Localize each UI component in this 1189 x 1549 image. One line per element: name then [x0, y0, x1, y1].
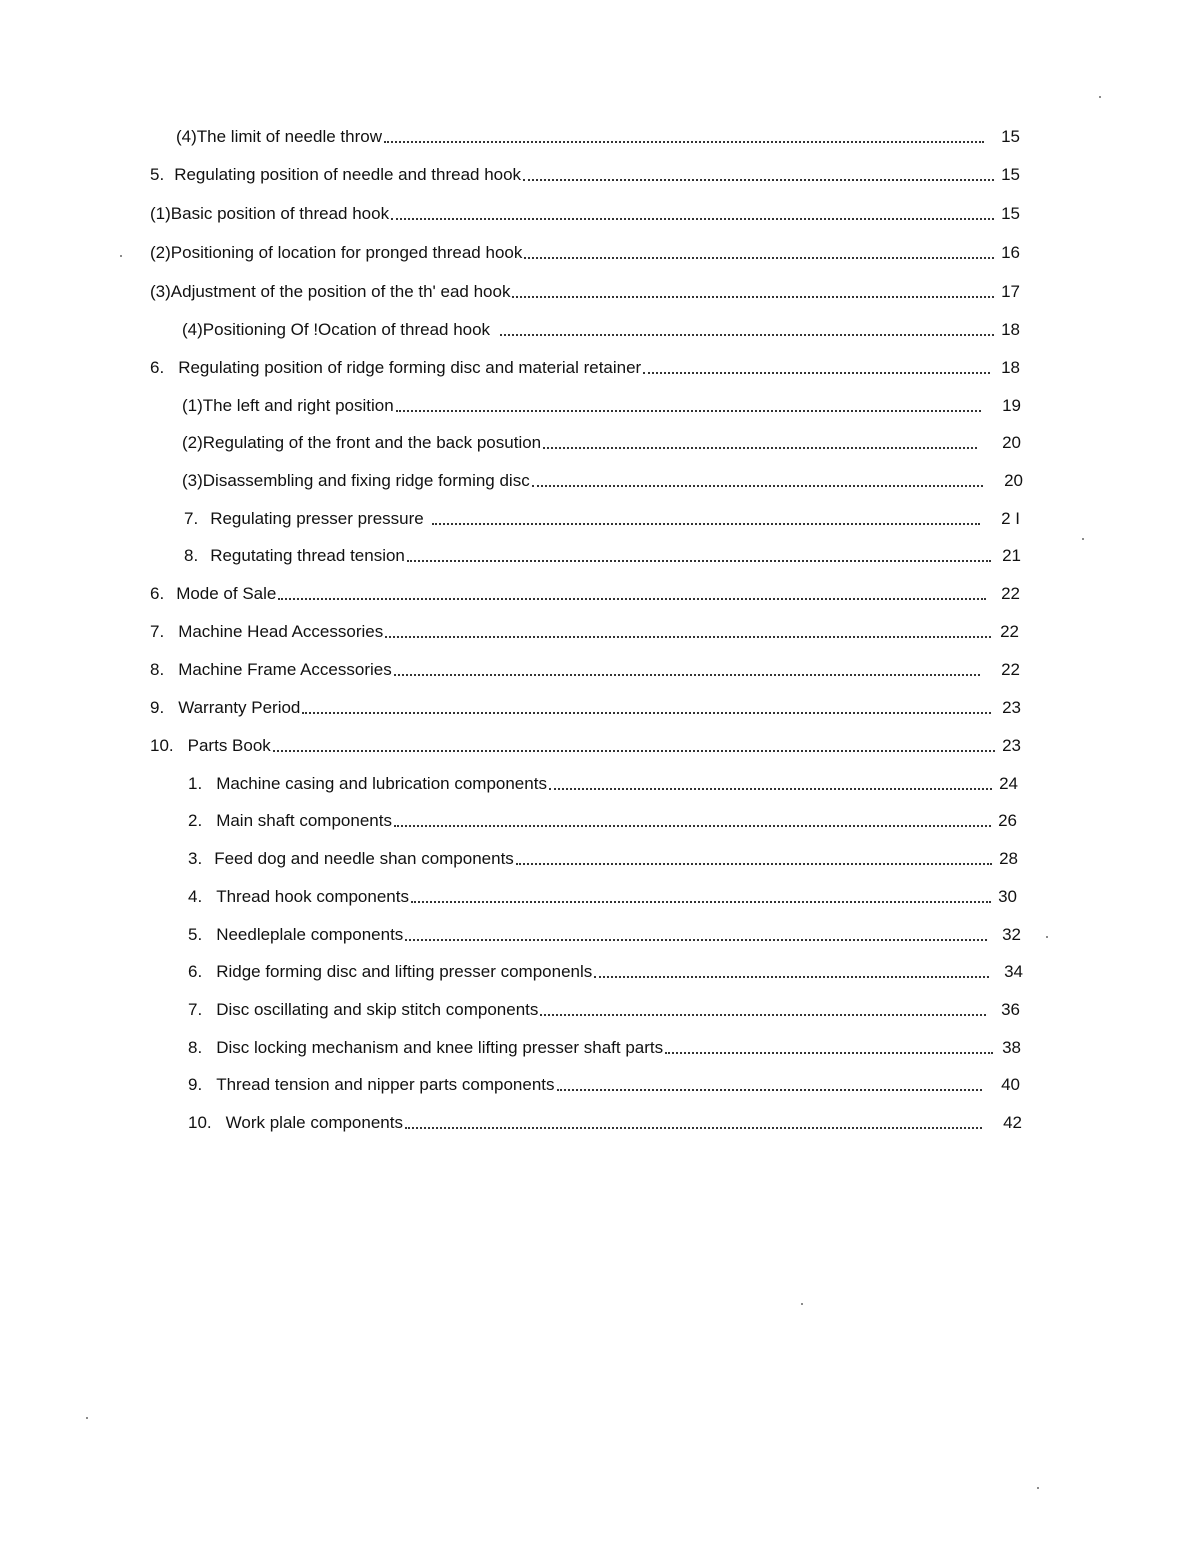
toc-entry-page: 22: [1001, 660, 1020, 679]
dot-leader: [407, 556, 991, 562]
toc-entry: [150, 160, 1020, 186]
toc-entry: [150, 199, 1020, 225]
scan-speck: [1046, 936, 1048, 938]
dot-leader: [512, 292, 994, 298]
dot-leader: [384, 137, 984, 143]
dot-leader: [549, 784, 992, 790]
toc-entry: [182, 466, 1023, 492]
toc-entry-page: 34: [1004, 962, 1023, 981]
toc-entry-title: Machine Frame Accessories: [178, 660, 392, 679]
toc-entry-title: (3)Adjustment of the position of the th' ead hook: [150, 282, 511, 301]
toc-entry: [182, 391, 1021, 417]
toc-entry: [188, 844, 1018, 870]
toc-entry: [150, 277, 1020, 303]
dot-leader: [385, 632, 991, 638]
toc-entry: [188, 1070, 1020, 1096]
dot-leader: [532, 481, 983, 487]
toc-entry-page: 22: [1001, 584, 1020, 603]
toc-entry: [150, 238, 1020, 264]
toc-entry-number: 8.: [188, 1038, 203, 1057]
toc-entry-title: Regulating presser pressure: [210, 509, 424, 528]
scan-speck: [86, 1417, 88, 1419]
toc-entry-page: 26: [998, 811, 1017, 830]
scan-speck: [1099, 96, 1101, 98]
toc-entry-number: 7.: [184, 509, 199, 528]
dot-leader: [500, 330, 994, 336]
toc-entry-number: 5.: [150, 165, 165, 184]
dot-leader: [665, 1048, 993, 1054]
toc-entry-number: 3.: [188, 849, 203, 868]
dot-leader: [524, 253, 994, 259]
dot-leader: [302, 708, 991, 714]
toc-entry-number: 10.: [150, 736, 174, 755]
scan-speck: [801, 1303, 803, 1305]
dot-leader: [396, 406, 981, 412]
dot-leader: [540, 1010, 986, 1016]
toc-entry-page: 22: [1000, 622, 1019, 641]
toc-entry-page: 2 I: [1001, 509, 1020, 528]
toc-entry: [184, 541, 1021, 567]
scan-speck: [1037, 1487, 1039, 1489]
toc-entry-title: (2)Positioning of location for pronged thread hook: [150, 243, 523, 262]
toc-entry: [150, 353, 1020, 379]
dot-leader: [411, 897, 991, 903]
toc-entry-page: 15: [1001, 165, 1020, 184]
toc-entry: [188, 882, 1017, 908]
toc-entry-page: 23: [1002, 736, 1021, 755]
toc-entry-page: 32: [1002, 925, 1021, 944]
dot-leader: [405, 1123, 982, 1129]
toc-entry-title: Warranty Period: [178, 698, 301, 717]
toc-entry-page: 21: [1002, 546, 1021, 565]
toc-entry: [184, 504, 1020, 530]
toc-entry-title: (4)The limit of needle throw: [176, 127, 382, 146]
toc-entry-number: 8.: [150, 660, 165, 679]
dot-leader: [278, 594, 986, 600]
toc-entry: [150, 731, 1021, 757]
dot-leader: [557, 1085, 982, 1091]
toc-entry-title: Thread tension and nipper parts components: [216, 1075, 555, 1094]
toc-entry-number: 6.: [150, 584, 165, 603]
toc-entry-number: 2.: [188, 811, 203, 830]
toc-entry-title: Machine Head Accessories: [178, 622, 384, 641]
toc-entry-number: 9.: [188, 1075, 203, 1094]
dot-leader: [394, 670, 980, 676]
dot-leader: [543, 443, 977, 449]
dot-leader: [432, 519, 980, 525]
dot-leader: [394, 821, 991, 827]
toc-entry-title: (1)The left and right position: [182, 396, 394, 415]
toc-entry-number: 4.: [188, 887, 203, 906]
toc-entry-title: Needleplale components: [216, 925, 404, 944]
toc-entry-title: Ridge forming disc and lifting presser componenls: [216, 962, 593, 981]
toc-entry-title: Feed dog and needle shan components: [214, 849, 514, 868]
toc-entry-title: Disc locking mechanism and knee lifting presser shaft parts: [216, 1038, 664, 1057]
toc-entry-page: 15: [1001, 127, 1020, 146]
toc-entry-title: (1)Basic position of thread hook: [150, 204, 390, 223]
dot-leader: [516, 859, 992, 865]
dot-leader: [391, 214, 994, 220]
toc-entry-number: 8.: [184, 546, 199, 565]
toc-entry-title: (2)Regulating of the front and the back posution: [182, 433, 542, 452]
toc-entry: [150, 579, 1020, 605]
toc-entry: [188, 957, 1023, 983]
toc-entry-title: (3)Disassembling and fixing ridge forming disc: [182, 471, 530, 490]
toc-entry-number: 9.: [150, 698, 165, 717]
toc-entry: [182, 315, 1020, 341]
toc-entry-title: Main shaft components: [216, 811, 392, 830]
dot-leader: [523, 175, 994, 181]
toc-entry-number: 7.: [188, 1000, 203, 1019]
toc-entry-number: 10.: [188, 1113, 212, 1132]
toc-entry-title: Machine casing and lubrication components: [216, 774, 547, 793]
toc-entry-title: Thread hook components: [216, 887, 409, 906]
toc-entry-page: 20: [1002, 433, 1021, 452]
toc-entry-title: Mode of Sale: [176, 584, 277, 603]
toc-entry-title: Disc oscillating and skip stitch components: [216, 1000, 539, 1019]
toc-entry-page: 16: [1001, 243, 1020, 262]
toc-entry-page: 17: [1001, 282, 1020, 301]
toc-entry-page: 18: [1001, 358, 1020, 377]
toc-entry: [176, 122, 1020, 148]
dot-leader: [594, 972, 989, 978]
toc-entry-page: 28: [999, 849, 1018, 868]
toc-entry-page: 42: [1003, 1113, 1022, 1132]
toc-entry-number: 6.: [150, 358, 165, 377]
toc-entry-page: 30: [998, 887, 1017, 906]
toc-entry: [188, 920, 1021, 946]
toc-entry-page: 20: [1004, 471, 1023, 490]
toc-entry-page: 15: [1001, 204, 1020, 223]
scan-speck: [120, 255, 122, 257]
toc-entry-page: 36: [1001, 1000, 1020, 1019]
dot-leader: [643, 368, 990, 374]
toc-entry: [182, 428, 1021, 454]
toc-entry: [188, 1108, 1022, 1134]
toc-entry-page: 38: [1002, 1038, 1021, 1057]
toc-entry-title: Parts Book: [187, 736, 271, 755]
toc-entry: [188, 769, 1018, 795]
toc-entry-title: (4)Positioning Of !Ocation of thread hook: [182, 320, 491, 339]
toc-entry-title: Regulating position of ridge forming disc and material retainer: [178, 358, 642, 377]
toc-entry: [150, 655, 1020, 681]
toc-entry-page: 18: [1001, 320, 1020, 339]
toc-entry: [188, 1033, 1021, 1059]
toc-entry: [188, 995, 1020, 1021]
toc-entry-number: 6.: [188, 962, 203, 981]
dot-leader: [405, 935, 987, 941]
toc-entry-number: 7.: [150, 622, 165, 641]
toc-entry: [150, 693, 1021, 719]
toc-entry: [150, 617, 1019, 643]
toc-entry-title: Work plale components: [225, 1113, 403, 1132]
toc-entry-page: 40: [1001, 1075, 1020, 1094]
toc-entry-title: Regutating thread tension: [210, 546, 405, 565]
toc-entry-page: 19: [1002, 396, 1021, 415]
toc-entry-number: 1.: [188, 774, 203, 793]
toc-entry-page: 24: [999, 774, 1018, 793]
toc-entry: [188, 806, 1017, 832]
toc-entry-number: 5.: [188, 925, 203, 944]
dot-leader: [273, 746, 995, 752]
toc-entry-page: 23: [1002, 698, 1021, 717]
toc-entry-title: Regulating position of needle and thread hook: [174, 165, 522, 184]
scan-speck: [1082, 538, 1084, 540]
